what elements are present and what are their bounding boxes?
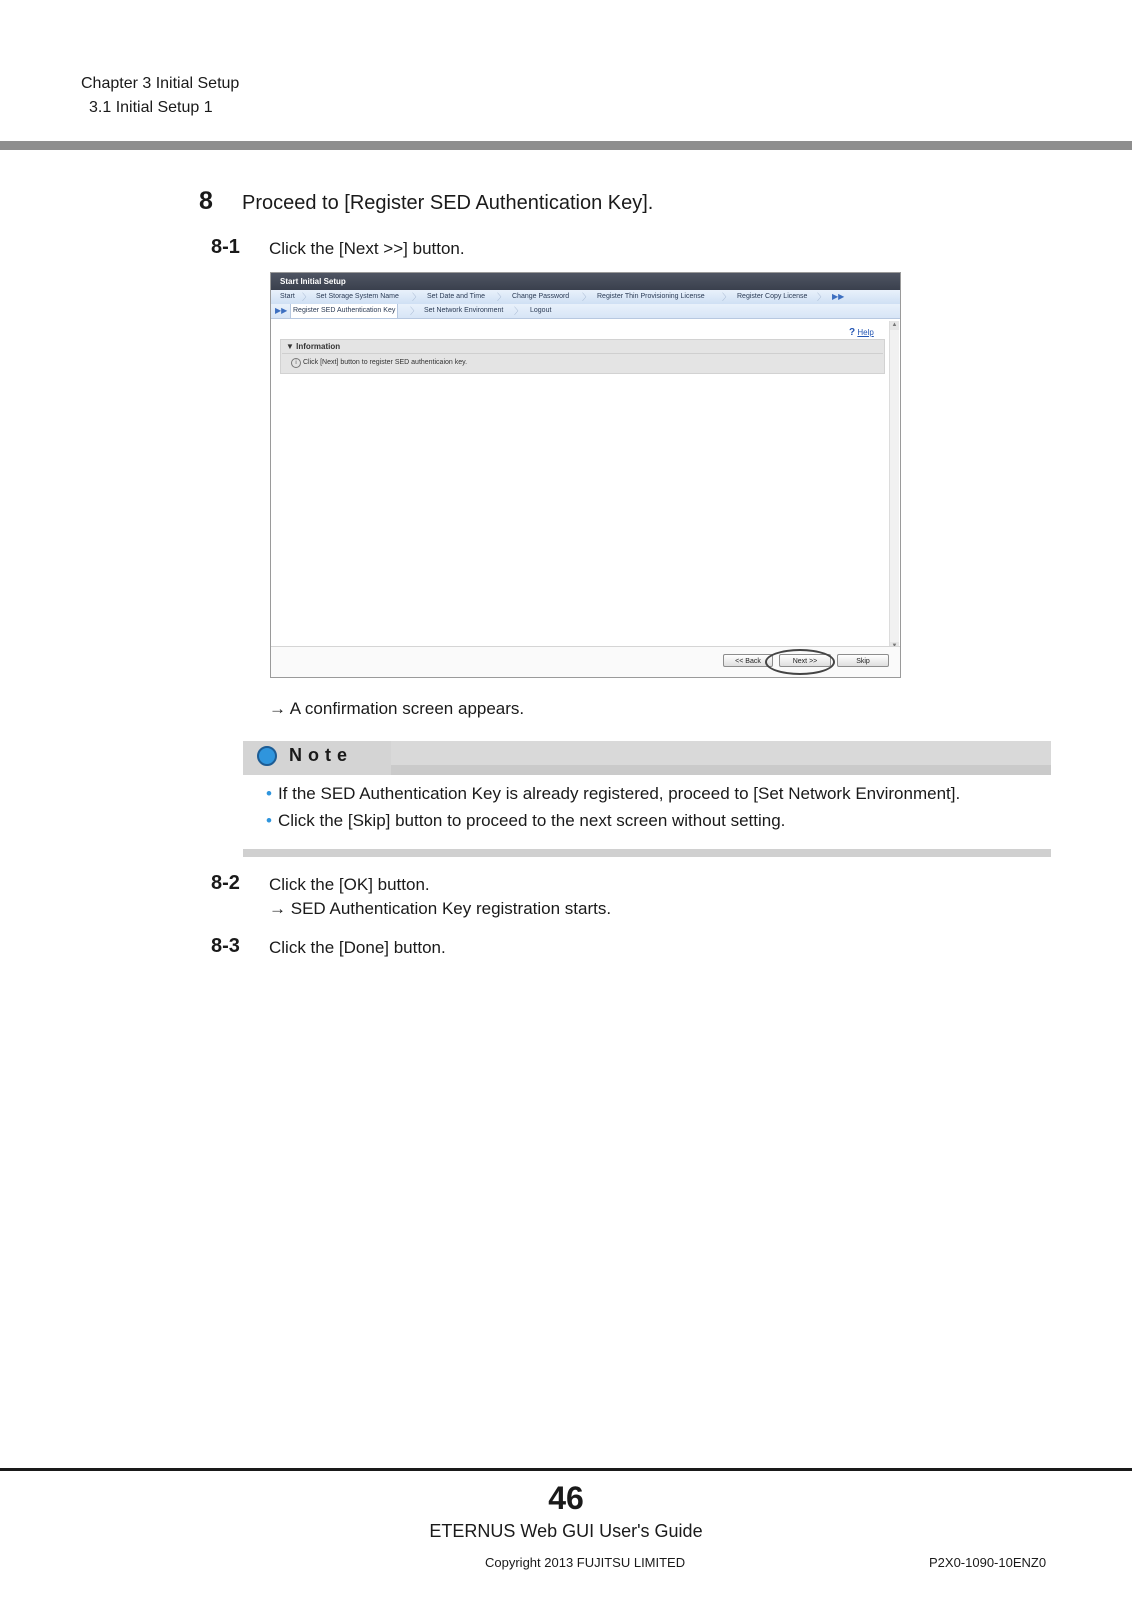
vertical-scrollbar[interactable] (889, 321, 899, 651)
breadcrumb-set-storage-system-name[interactable]: Set Storage System Name (316, 293, 399, 300)
breadcrumb-separator-icon: 〉 (410, 306, 420, 316)
bullet-dot-icon: • (266, 784, 272, 803)
guide-title: ETERNUS Web GUI User's Guide (429, 1521, 703, 1541)
breadcrumb-register-thin-provisioning-license[interactable]: Register Thin Provisioning License (597, 293, 705, 300)
information-panel (280, 339, 885, 374)
help-icon: ? (849, 327, 856, 338)
substep-text: Click the [Done] button. (269, 938, 446, 957)
bullet-dot-icon: • (266, 811, 272, 830)
step-number: 8 (199, 187, 213, 215)
breadcrumb-separator-icon: 〉 (582, 292, 592, 302)
substep-number: 8-2 (211, 872, 240, 894)
wizard-breadcrumb-row-1 (271, 290, 900, 304)
substep-number: 8-3 (211, 935, 240, 957)
note-bullet (266, 811, 785, 831)
copyright: Copyright 2013 FUJITSU LIMITED (485, 1555, 686, 1570)
information-message-row (291, 358, 467, 368)
breadcrumb-register-sed-authentication-key[interactable]: Register SED Authentication Key (290, 304, 398, 318)
breadcrumb-logout[interactable]: Logout (530, 307, 552, 314)
information-header[interactable] (286, 342, 340, 351)
page-number: 46 (548, 1480, 584, 1516)
scroll-up-icon[interactable]: ▲ (891, 322, 898, 328)
note-bullet-text: Click the [Skip] button to proceed to the next screen without setting. (277, 811, 786, 830)
substep-result (269, 699, 524, 719)
back-button[interactable]: << Back (723, 654, 773, 667)
section-heading: 3.1 Initial Setup 1 (89, 99, 213, 116)
note-bottom-bar (243, 849, 1051, 857)
breadcrumb-change-password[interactable]: Change Password (512, 293, 570, 300)
wizard-breadcrumb-row-2 (271, 304, 900, 319)
help-label: Help (857, 328, 874, 337)
breadcrumb-set-date-and-time[interactable]: Set Date and Time (427, 293, 485, 300)
substep-result (269, 899, 611, 919)
fast-forward-icon: ▶▶ (275, 306, 288, 315)
help-link[interactable] (849, 327, 874, 338)
note-icon (257, 746, 277, 766)
note-bullet (266, 784, 960, 804)
result-arrow-icon: → (269, 699, 286, 718)
initial-setup-screenshot (270, 272, 901, 678)
breadcrumb-set-network-environment[interactable]: Set Network Environment (424, 307, 504, 314)
breadcrumb-separator-icon: 〉 (497, 292, 507, 302)
result-arrow-icon: → (269, 899, 286, 918)
skip-button[interactable]: Skip (837, 654, 889, 667)
breadcrumb-separator-icon: 〉 (817, 292, 827, 302)
document-code: P2X0-1090-10ENZ0 (929, 1555, 1047, 1570)
breadcrumb-register-copy-license[interactable]: Register Copy License (737, 293, 808, 300)
footer-divider (0, 1468, 1132, 1471)
note-label: Note (289, 745, 353, 765)
next-button-highlight-ring (765, 649, 835, 675)
substep-number: 8-1 (211, 236, 240, 258)
substep-text: Click the [Next >>] button. (269, 239, 465, 258)
info-icon: i (291, 358, 301, 368)
fast-forward-icon: ▶▶ (832, 292, 845, 301)
information-message: Click [Next] button to register SED authenticaion key. (303, 359, 468, 366)
breadcrumb-separator-icon: 〉 (412, 292, 422, 302)
note-header-underline (391, 765, 1051, 775)
breadcrumb-start[interactable]: Start (280, 293, 295, 300)
result-text: SED Authentication Key registration starts. (290, 899, 612, 918)
breadcrumb-separator-icon: 〉 (302, 292, 312, 302)
information-divider (282, 353, 883, 354)
breadcrumb-separator-icon: 〉 (514, 306, 524, 316)
information-title: Information (296, 342, 341, 351)
header-divider (0, 141, 1132, 150)
result-text: A confirmation screen appears. (289, 699, 525, 718)
next-button[interactable]: Next >> (779, 654, 831, 667)
breadcrumb-separator-icon: 〉 (722, 292, 732, 302)
window-title: Start Initial Setup (271, 273, 900, 290)
collapse-triangle-icon: ▼ (286, 342, 294, 351)
substep-text: Click the [OK] button. (269, 875, 430, 894)
step-title: Proceed to [Register SED Authentication Key]. (242, 192, 654, 214)
chapter-heading: Chapter 3 Initial Setup (81, 75, 240, 92)
note-bullet-text: If the SED Authentication Key is already registered, proceed to [Set Network Environment]. (277, 784, 961, 803)
wizard-button-bar (271, 646, 900, 677)
